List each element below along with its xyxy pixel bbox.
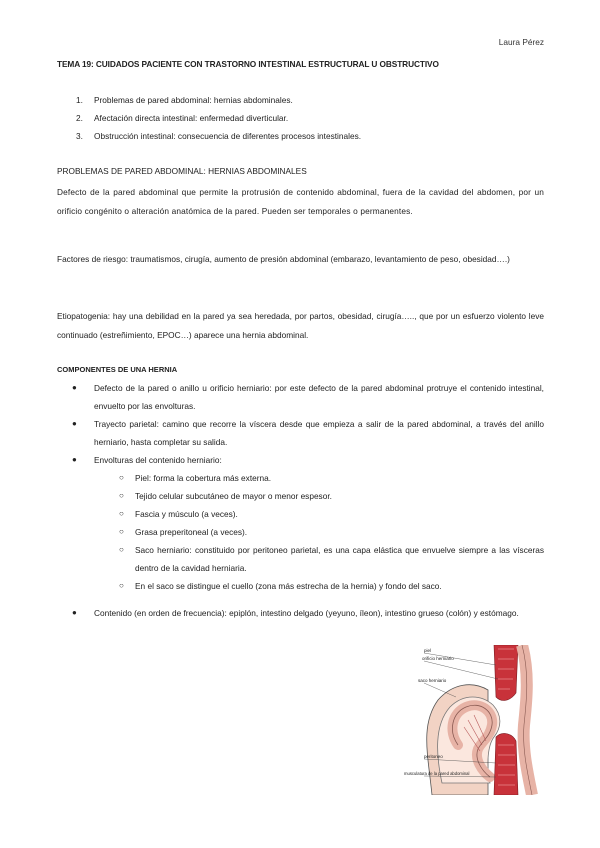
envoltura-text: Saco herniario: constituido por peritoneo parietal, es una capa elástica que envuelve siempre a las vísceras dentro de la cavidad herniaria. — [135, 545, 544, 573]
components-heading: COMPONENTES DE UNA HERNIA — [57, 365, 178, 374]
label-musculatura: musculatura de la pared abdominal — [404, 771, 470, 776]
topic-item — [76, 95, 361, 113]
bullet-icon: ● — [72, 419, 77, 428]
topic-number: 2. — [76, 113, 83, 123]
label-saco: saco herniario — [418, 678, 447, 683]
topic-number: 1. — [76, 95, 83, 105]
list-item — [72, 451, 544, 595]
contents-list — [72, 604, 544, 622]
circle-bullet-icon: ○ — [119, 581, 124, 590]
envoltura-text: Piel: forma la cobertura más externa. — [135, 473, 272, 483]
topic-text: Obstrucción intestinal: consecuencia de diferentes procesos intestinales. — [94, 131, 362, 141]
intestine-column — [522, 645, 532, 795]
label-peritoneo: peritoneo — [424, 754, 443, 759]
bullet-icon: ● — [72, 455, 77, 464]
bullet-icon: ● — [72, 608, 77, 617]
sub-list-item — [119, 523, 544, 541]
muscle-upper — [494, 645, 518, 700]
sub-list-item — [119, 577, 544, 595]
component-text: Trayecto parietal: camino que recorre la víscera desde que empieza a salir de la pared abdominal, a través del anillo herniario, hasta completar su salida. — [94, 419, 544, 447]
muscle-lower — [494, 734, 518, 795]
section-heading: PROBLEMAS DE PARED ABDOMINAL: HERNIAS ABDOMINALES — [57, 166, 307, 176]
list-item — [72, 604, 544, 622]
envoltura-text: Tejido celular subcutáneo de mayor o menor espesor. — [135, 491, 332, 501]
topic-item — [76, 131, 361, 149]
hernia-illustration — [398, 645, 548, 795]
contents-text: Contenido (en orden de frecuencia): epiplón, intestino delgado (yeyuno, íleon), intestino grueso (colón) y estómago. — [94, 608, 519, 618]
list-item — [72, 379, 544, 415]
author-name: Laura Pérez — [498, 37, 544, 47]
sub-list-item — [119, 541, 544, 577]
envoltura-text: Grasa preperitoneal (a veces). — [135, 527, 248, 537]
envoltura-text: Fascia y músculo (a veces). — [135, 509, 238, 519]
topic-text: Afectación directa intestinal: enfermedad diverticular. — [94, 113, 289, 123]
topic-text: Problemas de pared abdominal: hernias abdominales. — [94, 95, 293, 105]
components-list — [72, 379, 544, 595]
document-title: TEMA 19: CUIDADOS PACIENTE CON TRASTORNO INTESTINAL ESTRUCTURAL U OBSTRUCTIVO — [57, 59, 439, 69]
bullet-icon: ● — [72, 383, 77, 392]
circle-bullet-icon: ○ — [119, 509, 124, 518]
circle-bullet-icon: ○ — [119, 545, 124, 554]
sub-list-item — [119, 487, 544, 505]
list-item — [72, 415, 544, 451]
label-piel: piel — [424, 648, 432, 653]
sub-list-item — [119, 505, 544, 523]
etiopathogenesis-paragraph: Etiopatogenia: hay una debilidad en la pared ya sea heredada, por partos, obesidad, cirugía….., que por un esfuerzo violento leve continuado (estreñimiento, EPOC…) aparece una hernia abdominal. — [57, 311, 544, 340]
circle-bullet-icon: ○ — [119, 491, 124, 500]
circle-bullet-icon: ○ — [119, 473, 124, 482]
envolturas-list — [94, 469, 544, 595]
topic-list — [76, 95, 361, 149]
component-text: Defecto de la pared o anillo u orificio herniario: por este defecto de la pared abdominal protruye el contenido intestinal, envuelto por las envolturas. — [94, 383, 544, 411]
circle-bullet-icon: ○ — [119, 527, 124, 536]
component-text: Envolturas del contenido herniario: — [94, 455, 222, 465]
label-orificio: orificio herniario — [422, 656, 454, 661]
envoltura-text: En el saco se distingue el cuello (zona más estrecha de la hernia) y fondo del saco. — [135, 581, 442, 591]
risk-factors-paragraph: Factores de riesgo: traumatismos, cirugía, aumento de presión abdominal (embarazo, levantamiento de peso, obesidad….) — [57, 254, 510, 264]
sub-list-item — [119, 469, 544, 487]
topic-number: 3. — [76, 131, 83, 141]
topic-item — [76, 113, 361, 131]
definition-paragraph: Defecto de la pared abdominal que permite la protrusión de contenido abdominal, fuera de la cavidad del abdomen, por un orificio congénito o alteración anatómica de la pared. Pueden ser temporales o permanentes. — [57, 187, 544, 216]
